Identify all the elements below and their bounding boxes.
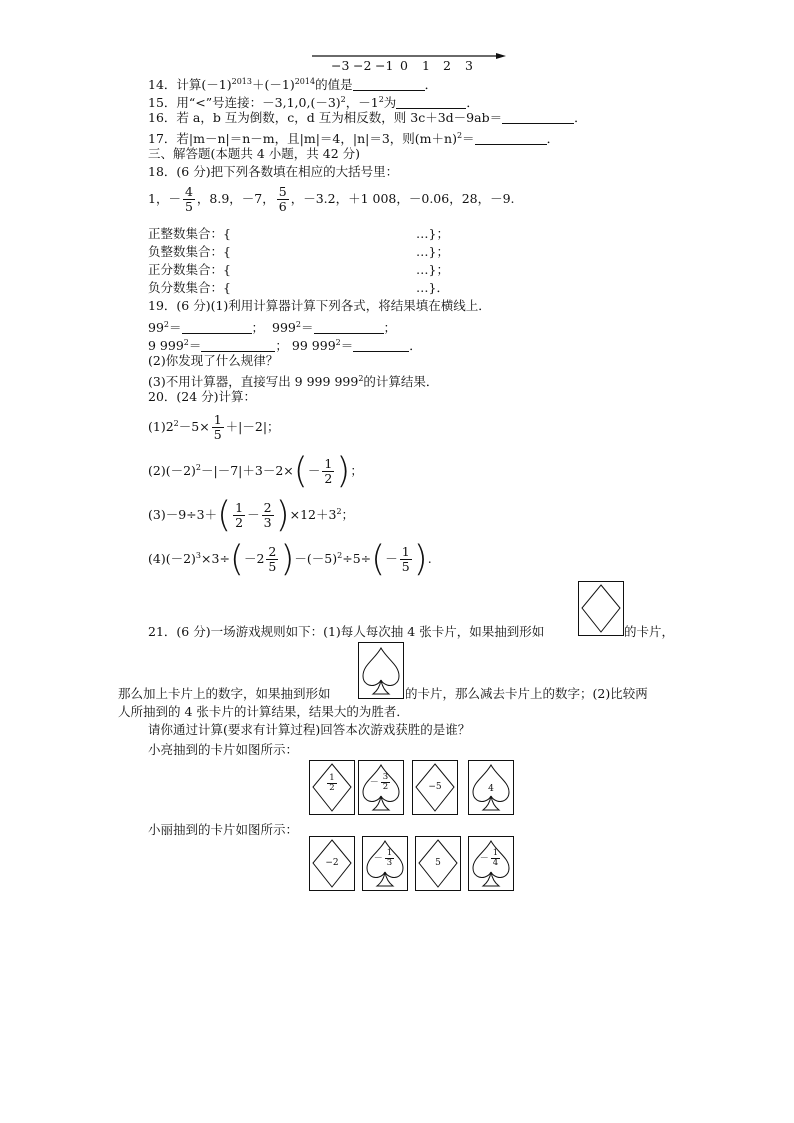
q20-expr-1 <box>148 408 280 443</box>
set-label: 正整数集合：{ <box>148 226 231 241</box>
xli-card-3 <box>415 836 461 891</box>
fraction: $\frac{1}{2}$ <box>235 500 244 530</box>
expr-part: －2 <box>243 551 265 566</box>
q19-eq: ＝ <box>340 338 354 353</box>
tick-label: 3 <box>465 58 473 73</box>
expr-part: －(－5) <box>294 551 338 566</box>
xli-card-4 <box>468 836 514 891</box>
q19-exp: 2 <box>358 374 364 383</box>
expr-exp: 2 <box>336 507 342 516</box>
q19-exp: 2 <box>295 320 301 329</box>
q21-line4: 请你通过计算(要求有计算过程)回答本次游戏获胜的是谁？ <box>148 722 471 737</box>
expr-part: ×3÷ <box>201 551 230 566</box>
q19-row1 <box>148 317 396 335</box>
q15-exp: 2 <box>340 95 346 104</box>
card-sign: － <box>373 854 383 864</box>
q14-text: 14．计算(－1) <box>148 77 232 92</box>
q21-line1: 21．(6 分)一场游戏规则如下：(1)每人每次抽 4 张卡片，如果抽到形如 <box>148 624 545 639</box>
set-row-end: …}． <box>416 280 449 295</box>
fraction: $\frac{2}{5}$ <box>268 544 277 574</box>
right-paren: ) <box>275 494 290 536</box>
fraction: $\frac{5}{6}$ <box>278 184 287 214</box>
question-15 <box>148 92 479 110</box>
answer-blank[interactable] <box>475 132 547 145</box>
card-value: −5 <box>428 782 442 792</box>
tick-label: −2 <box>353 58 372 73</box>
q19-eq: ＝ <box>300 320 314 335</box>
diamond-card-example <box>578 581 624 636</box>
q18-n1: 1，－ <box>148 191 181 206</box>
number-line <box>312 48 512 72</box>
q19-part2: (2)你发现了什么规律？ <box>148 353 279 368</box>
card-fraction: $\frac{1}{2}$ <box>329 773 335 793</box>
answer-blank[interactable] <box>353 339 409 352</box>
tick-label: −3 <box>331 58 350 73</box>
card-sign: － <box>369 778 379 788</box>
q19-p3b: 的计算结果． <box>363 374 439 389</box>
tick-label: 2 <box>443 58 451 73</box>
fraction: $\frac{1}{5}$ <box>401 544 410 574</box>
q19-exp: 2 <box>163 320 169 329</box>
q17-text: 17．若|m－n|＝n－m，且|m|＝4，|n|＝3，则(m＋n) <box>148 131 457 146</box>
expr-part: － <box>307 463 321 478</box>
q15-text: 15．用“<”号连接：－3,1,0,(－3) <box>148 95 341 110</box>
xl-card-4 <box>468 760 514 815</box>
q19-eq: ＝ <box>188 338 202 353</box>
q19-base: 99 999 <box>291 338 336 353</box>
xl-card-1 <box>309 760 355 815</box>
expr-part: . <box>427 551 432 566</box>
q16-text: 16．若 a，b 互为倒数，c，d 互为相反数，则 3c＋3d－9ab＝ <box>148 110 503 125</box>
left-paren: ( <box>293 450 308 492</box>
q15-end: ． <box>466 95 479 110</box>
fraction: $\frac{2}{3}$ <box>263 500 272 530</box>
q20-expr-4 <box>148 536 432 579</box>
spade-card-example <box>358 642 404 699</box>
card-value: 4 <box>488 784 494 794</box>
q14-end: ． <box>424 77 438 92</box>
spade-icon <box>359 643 403 698</box>
question-18-numbers <box>148 183 515 215</box>
q19-end: ． <box>409 338 422 353</box>
q19-row2 <box>148 335 422 353</box>
q14-mid: ＋(－1) <box>251 77 295 92</box>
q14-exp1: 2013 <box>231 77 252 86</box>
q19-sep: ； <box>275 338 288 353</box>
tick-label: −1 <box>375 58 394 73</box>
q19-exp: 2 <box>183 338 189 347</box>
q15-tail: 为 <box>383 95 397 110</box>
answer-blank[interactable] <box>396 96 466 109</box>
q17-end: ． <box>546 131 560 146</box>
q17-exp: 2 <box>456 131 463 140</box>
q19-p3a: (3)不用计算器，直接写出 9 999 999 <box>148 374 359 389</box>
q19-sep: ； <box>251 320 265 335</box>
set-row-end: …}； <box>416 244 449 259</box>
tick-label: 0 <box>400 58 408 73</box>
q21-line5: 小亮抽到的卡片如图所示： <box>148 742 299 757</box>
q19-base: 99 <box>148 320 164 335</box>
section-heading: 三、解答题(本题共 4 小题，共 42 分) <box>148 146 361 161</box>
question-19-title: 19．(6 分)(1)利用计算器计算下列各式，将结果填在横线上． <box>148 298 491 313</box>
q18-n3: ，－3.2，＋1 008，－0.06，28，－9. <box>290 191 515 206</box>
q18-n2: ，8.9，－7， <box>196 191 275 206</box>
set-row <box>148 280 231 295</box>
fraction: $\frac{4}{5}$ <box>184 184 193 214</box>
set-row-end: …}； <box>416 262 449 277</box>
question-16 <box>148 110 587 125</box>
xli-card-1 <box>309 836 355 891</box>
expr-exp: 2 <box>337 551 343 560</box>
diamond-icon <box>579 582 623 635</box>
tick-label: 1 <box>422 58 430 73</box>
expr-part: (3)－9÷3＋ <box>148 507 218 522</box>
expr-part: (4)(－2) <box>148 551 196 566</box>
q15-exp2: 2 <box>378 95 384 104</box>
q19-base: 9 999 <box>148 338 184 353</box>
expr-part: ； <box>341 507 355 522</box>
answer-blank[interactable] <box>502 111 574 124</box>
set-row-end: …}； <box>416 226 449 241</box>
fraction: $\frac{1}{5}$ <box>213 412 222 442</box>
set-row <box>148 262 231 277</box>
q15-mid: ，－1 <box>345 95 379 110</box>
q19-eq: ＝ <box>169 320 182 335</box>
expr-exp: 3 <box>195 551 202 560</box>
question-20-title: 20．(24 分)计算： <box>148 389 257 404</box>
q19-base: 999 <box>272 320 296 335</box>
q14-exp2: 2014 <box>294 77 316 86</box>
expr-part: － <box>385 551 398 566</box>
q20-expr-2 <box>148 448 363 491</box>
expr-part: ×12＋3 <box>289 507 337 522</box>
answer-blank[interactable] <box>201 339 275 352</box>
q17-mid: ＝ <box>462 131 475 146</box>
q16-end: ． <box>574 110 587 125</box>
left-paren: ( <box>371 538 386 580</box>
right-paren: ) <box>413 538 428 580</box>
expr-part: (2)(－2) <box>148 463 196 478</box>
expr-part: ＋|－2|； <box>225 419 280 434</box>
set-label: 负整数集合：{ <box>148 244 231 259</box>
question-14 <box>148 74 437 92</box>
set-label: 负分数集合：{ <box>148 280 231 295</box>
right-paren: ) <box>336 450 351 492</box>
left-paren: ( <box>229 538 244 580</box>
q14-tail: 的值是 <box>315 77 353 92</box>
q19-exp: 2 <box>335 338 341 347</box>
expr-part: ÷5÷ <box>342 551 372 566</box>
expr-exp: 2 <box>173 419 179 428</box>
xli-card-2 <box>362 836 408 891</box>
card-fraction: $\frac{1}{4}$ <box>492 848 499 868</box>
expr-part: －|－7|＋3－2× <box>201 463 294 478</box>
expr-part: ； <box>350 463 363 478</box>
right-paren: ) <box>280 538 295 580</box>
xl-card-3 <box>412 760 458 815</box>
q20-expr-3 <box>148 492 354 535</box>
question-18-title: 18．(6 分)把下列各数填在相应的大括号里： <box>148 164 399 179</box>
q21-line2a: 那么加上卡片上的数字，如果抽到形如 <box>118 686 331 701</box>
expr-exp: 2 <box>195 463 202 472</box>
answer-blank[interactable] <box>182 321 252 334</box>
answer-blank[interactable] <box>314 321 384 334</box>
q21-line3: 人所抽到的 4 张卡片的计算结果，结果大的为胜者． <box>118 704 409 719</box>
xl-card-2 <box>358 760 404 815</box>
card-value: 5 <box>435 858 441 868</box>
fraction: $\frac{1}{2}$ <box>324 456 333 486</box>
card-fraction: $\frac{3}{2}$ <box>382 772 389 792</box>
q19-part3 <box>148 371 438 389</box>
set-label: 正分数集合：{ <box>148 262 231 277</box>
q21-line6: 小丽抽到的卡片如图所示： <box>148 822 299 837</box>
answer-blank[interactable] <box>353 78 425 91</box>
card-value: −2 <box>325 858 339 868</box>
card-fraction: $\frac{1}{3}$ <box>386 848 393 868</box>
expr-part: (1)2 <box>148 419 174 434</box>
expr-part: － <box>247 507 260 522</box>
left-paren: ( <box>217 494 232 536</box>
expr-part: －5× <box>178 419 210 434</box>
q21-line1b: 的卡片， <box>624 624 675 639</box>
set-row <box>148 226 231 241</box>
q19-sep: ； <box>383 320 397 335</box>
set-row <box>148 244 231 259</box>
q21-line2b: 的卡片，那么减去卡片上的数字；(2)比较两 <box>405 686 648 701</box>
question-17 <box>148 128 559 146</box>
card-sign: － <box>479 854 489 864</box>
